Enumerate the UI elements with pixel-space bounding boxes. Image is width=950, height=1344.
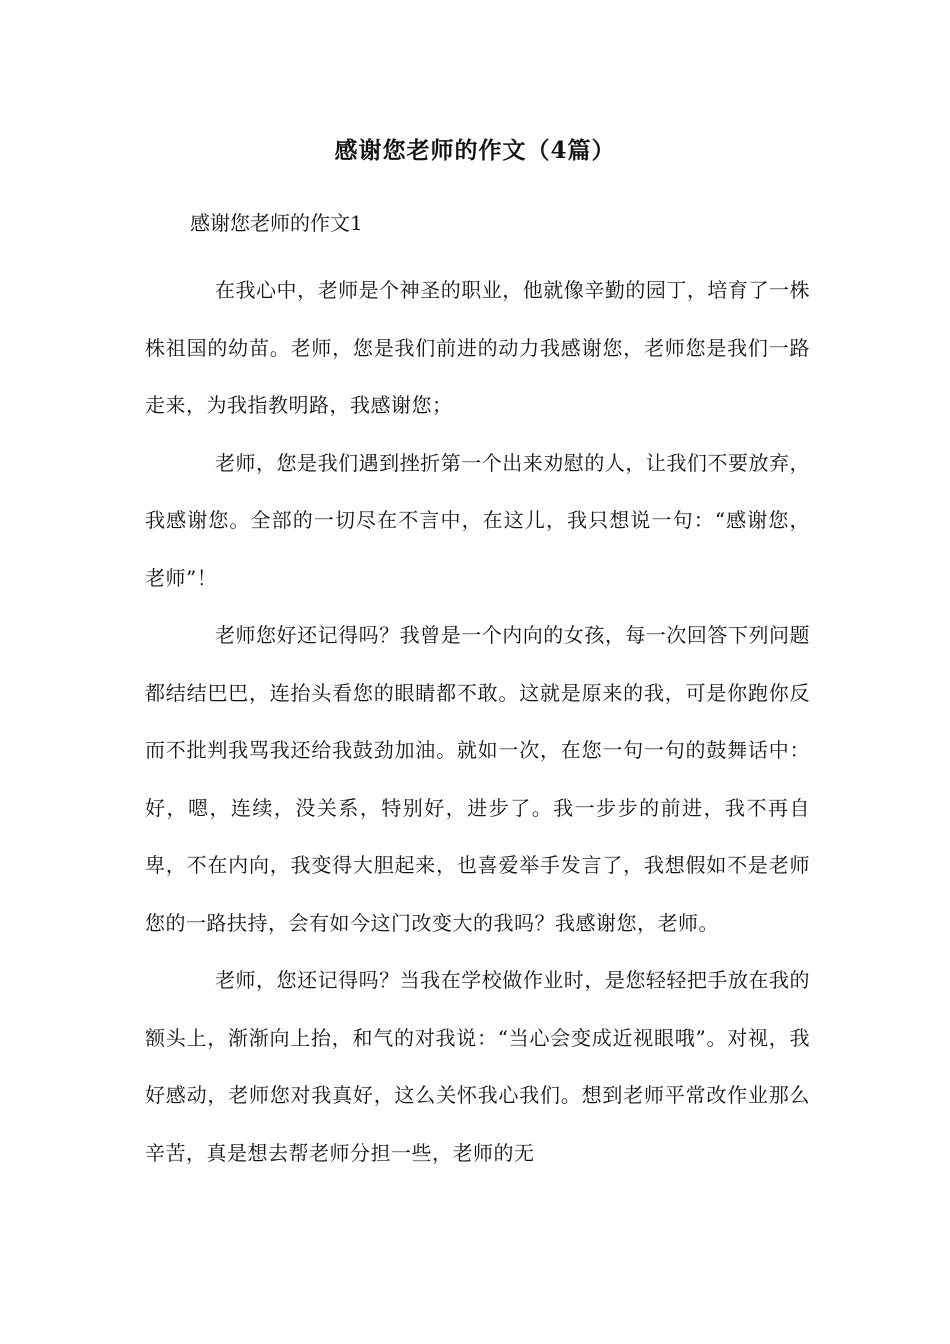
paragraph: 老师您好还记得吗？我曾是一个内向的女孩，每一次回答下列问题都结结巴巴，连抬头看您的眼睛都不敢。这就是原来的我，可是你跑你反而不批判我骂我还给我鼓劲加油。就如一次，在您一句一句的鼓舞话中：好，嗯，连续，没关系，特别好，进步了。我一步步的前进，我不再自卑，不在内向，我变得大胆起来，也喜爱举手发言了，我想假如不是老师您的一路扶持，会有如今这门改变大的我吗？我感谢您，老师。	[145, 623, 810, 935]
paragraph: 老师，您是我们遇到挫折第一个出来劝慰的人，让我们不要放弃，我感谢您。全部的一切尽在不言中，在这儿，我只想说一句：“感谢您，老师”！	[145, 450, 810, 590]
paragraph: 在我心中，老师是个神圣的职业，他就像辛勤的园丁，培育了一株株祖国的幼苗。老师，您是我们前进的动力我感谢您，老师您是我们一路走来，为我指教明路，我感谢您；	[145, 278, 810, 417]
section-heading: 感谢您老师的作文1	[190, 211, 363, 235]
essay-body	[145, 262, 810, 1182]
document-title: 感谢您老师的作文（4篇）	[334, 137, 616, 164]
paragraph: 老师，您还记得吗？当我在学校做作业时，是您轻轻把手放在我的额头上，渐渐向上抬，和气的对我说：“当心会变成近视眼哦”。对视，我好感动，老师您对我真好，这么关怀我心我们。想到老师平常改作业那么辛苦，真是想去帮老师分担一些，老师的无	[145, 968, 810, 1165]
